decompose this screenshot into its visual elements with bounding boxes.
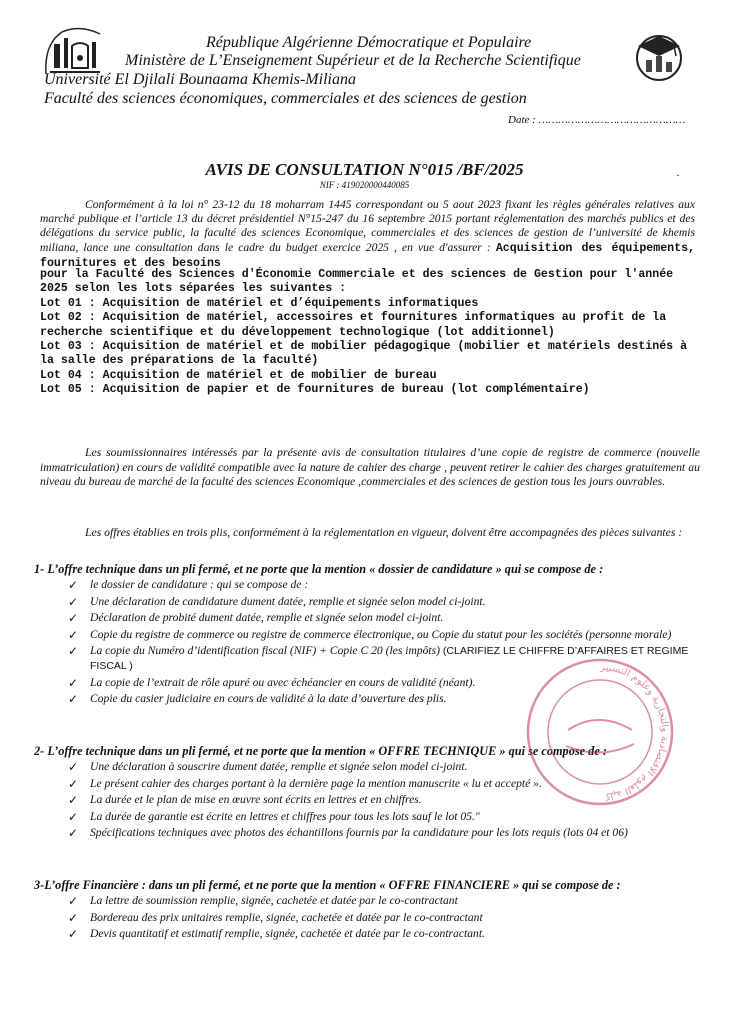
intro-text: Conformément à la loi n° 23-12 du 18 moharram 1445 correspondant ou 5 aout 2023 fixant les règles générales relatives aux marché publique et l’article 13 du décret présidentiel N°15-247 du 16 septembre 2015 portant réglementation des marchés publics et des délégations du service public, la faculté des sciences Economique, commerciales et des sciences de gestion de l’université de khemis miliana, lance une consultation dans le cadre du budget exercice 2025 , en vue d'assurer : [40,198,695,254]
faculty-stamp [518,650,683,815]
check-icon: ✓ [68,578,79,592]
list-item: ✓ La copie du Numéro d’identification fiscal (NIF) + Copie C 20 (les impôts) (CLARIFIEZ LE CHIFFRE D’AFFAIRES ET REGIME FISCAL ) [68,644,689,672]
check-icon: ✓ [68,894,79,908]
bidders-text: Les soumissionnaires intéressés par la présente avis de consultation titulaires d’une copie de registre de commerce (nouvelle immatriculation) en cours de validité compatible avec la nature de cahier des charge , peuvent retirer le cahier des charges gratuitement au niveau du bureau de marché de la faculté des sciences Economique ,commerciales et des sciences de gestion tous les jours ouvrables. [40,446,700,489]
list-item: ✓ Bordereau des prix unitaires remplie, signée, cachetée et datée par le co-contractant [68,910,483,925]
lots-block [40,268,705,398]
clarify-note: (CLARIFIEZ LE CHIFFRE D’AFFAIRES ET REGIME FISCAL ) [90,645,689,672]
stamp-text: كلية العلوم الاقتصادية والتجارية وعلوم التسيير [599,661,670,802]
header-faculty: Faculté des sciences économiques, commerciales et des sciences de gestion [44,90,527,107]
list-item: ✓ Une déclaration de candidature dument datée, remplie et signée selon model ci-joint. [68,594,486,609]
document-title: AVIS DE CONSULTATION N°015 /BF/2025 [205,160,524,179]
check-icon: ✓ [68,594,79,609]
lot-item: Lot 03 : Acquisition de matériel et de mobilier pédagogique (mobilier et matériels destinés à la salle des préparations de la faculté) [40,340,688,368]
header-university: Université El Djilali Bounaama Khemis-Miliana [44,71,356,88]
check-icon: ✓ [68,910,79,925]
object-text-inline: Acquisition des équipements, fournitures et des besoins [40,241,695,270]
object-text: pour la Faculté des Sciences d'Économie Commerciale et des sciences de Gestion pour l'année 2025 selon les lots séparées les suivantes : [40,268,674,296]
lot-item: Lot 01 : Acquisition de matériel et d’équipements informatiques [40,296,479,310]
section-3-list [68,894,698,944]
svg-text:كلية العلوم الاقتصادية والتجار [599,662,670,802]
check-icon: ✓ [68,826,79,841]
check-icon: ✓ [68,927,79,942]
check-icon: ✓ [68,644,79,659]
list-item: ✓ le dossier de candidature : qui se compose de : [68,578,309,592]
list-item: ✓ La copie de l’extrait de rôle apuré ou avec échéancier en cours de validité (néant). [68,675,476,690]
section-3-heading: 3-L’offre Financière : dans un pli fermé, et ne porte que la mention « OFFRE FINANCIERE » qui se compose de : [34,878,621,892]
list-item: ✓ Une déclaration à souscrire dument datée, remplie et signée selon model ci-joint. [68,760,468,774]
check-icon: ✓ [68,793,79,808]
list-item: ✓ Devis quantitatif et estimatif remplie, signée, cachetée et datée par le co-contractant. [68,927,485,942]
section-2-heading: 2- L’offre technique dans un pli fermé, et ne porte que la mention « OFFRE TECHNIQUE » qui se compose de : [34,744,607,758]
check-icon: ✓ [68,611,79,626]
check-icon: ✓ [68,692,79,707]
offers-paragraph [40,526,700,541]
check-icon: ✓ [68,675,79,690]
list-item: ✓ Spécifications techniques avec photos des échantillons fournis par la candidature pour les lots requis (lots 04 et 06) [68,826,628,841]
list-item: ✓ Copie du registre de commerce ou registre de commerce électronique, ou Copie du statut pour les sociétés (personne morale) [68,627,672,642]
stray-mark: · [676,168,680,182]
intro-paragraph [40,198,695,271]
list-item: ✓ Déclaration de probité dument datée, remplie et signée selon model ci-joint. [68,611,444,626]
date-field: Date : ……………………………………… [508,114,686,126]
check-icon: ✓ [68,809,79,824]
list-item: ✓ Le présent cahier des charges portant à la dernière page la mention manuscrite « lu et accepté ». [68,776,542,791]
list-item: ✓ Copie du casier judiciaire en cours de validité à la date d’ouverture des plis. [68,692,447,707]
lot-item: Lot 02 : Acquisition de matériel, accessoires et fournitures informatiques au profit de la recherche scientifique et du développement technologique (lot additionnel) [40,311,667,339]
lot-item: Lot 05 : Acquisition de papier et de fournitures de bureau (lot complémentaire) [40,383,590,397]
check-icon: ✓ [68,760,79,774]
header-republic: République Algérienne Démocratique et Populaire [206,34,532,51]
nif-number: NIF : 419020000440085 [319,180,410,190]
bidders-paragraph [40,446,700,490]
offers-text: Les offres établies en trois plis, conformément à la réglementation en vigueur, doivent être accompagnées des pièces suivantes : [85,526,683,539]
list-item: ✓ La durée et le plan de mise en œuvre sont écrits en lettres et en chiffres. [68,793,422,808]
header-ministry: Ministère de L’Enseignement Supérieur et de la Recherche Scientifique [125,52,581,69]
faculty-logo [628,30,690,82]
list-item: ✓ La lettre de soumission remplie, signée, cachetée et datée par le co-contractant [68,894,458,908]
check-icon: ✓ [68,627,79,642]
check-icon: ✓ [68,776,79,791]
lot-item: Lot 04 : Acquisition de matériel et de mobilier de bureau [40,368,437,382]
section-1-heading: 1- L’offre technique dans un pli fermé, et ne porte que la mention « dossier de candidature » qui se compose de : [34,562,604,576]
list-item: ✓ La durée de garantie est écrite en lettres et chiffres pour tous les lots sauf le lot 05." [68,809,480,824]
